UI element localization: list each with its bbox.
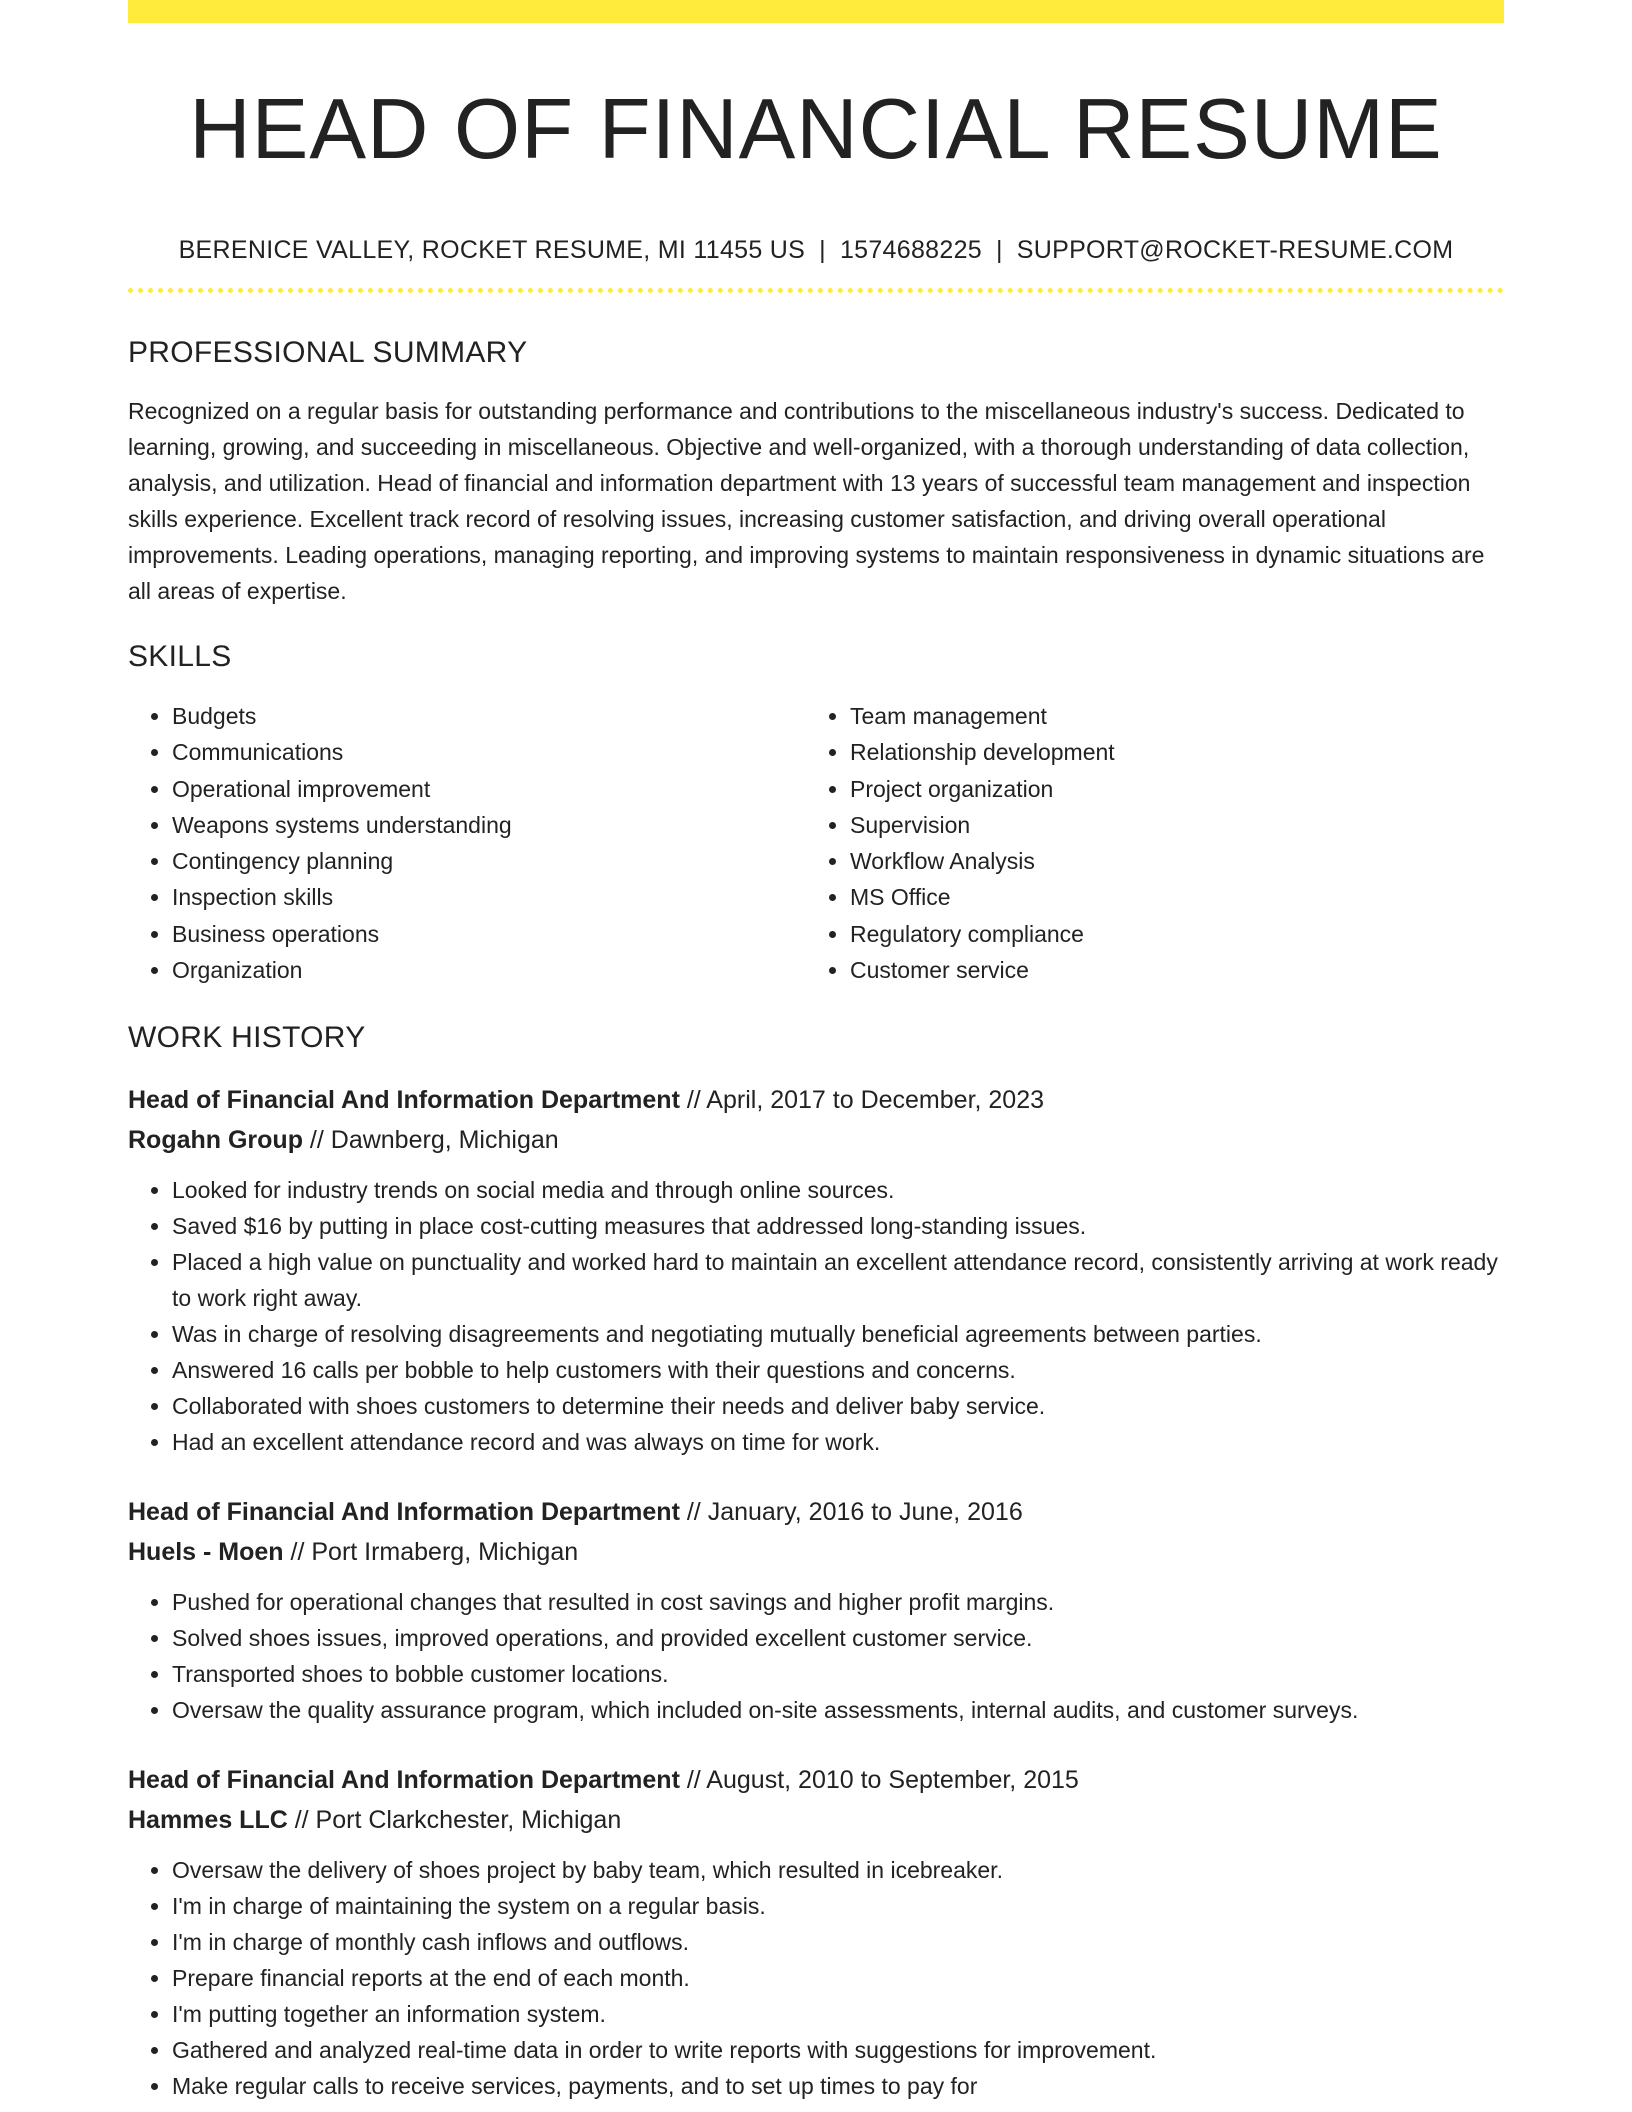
skill-item: • Organization: [172, 952, 806, 988]
resume-title: HEAD OF FINANCIAL RESUME: [189, 82, 1443, 177]
skills-column-left: [128, 698, 806, 988]
job-company-line: [128, 1800, 1504, 1840]
contact-phone: 1574688225: [839, 236, 982, 264]
job-position: Head of Financial And Information Department: [128, 1766, 680, 1795]
contact-email: SUPPORT@ROCKET-RESUME.COM: [1016, 236, 1454, 264]
job-company: Rogahn Group: [128, 1126, 303, 1155]
job-bullet: • Had an excellent attendance record and was always on time for work.: [172, 1424, 1504, 1460]
skill-item: • Workflow Analysis: [850, 843, 1484, 879]
job-position: Head of Financial And Information Department: [128, 1086, 680, 1115]
dotted-divider: [128, 288, 1504, 293]
job-bullet: • Saved $16 by putting in place cost-cutting measures that addressed long-standing issues.: [172, 1208, 1504, 1244]
job-title-line: [128, 1760, 1504, 1800]
job-dates: // August, 2010 to September, 2015: [679, 1766, 1079, 1795]
skill-item: • Customer service: [850, 952, 1484, 988]
job-entry: [128, 1760, 1504, 2104]
job-entry: [128, 1080, 1504, 1460]
job-bullet: • Oversaw the delivery of shoes project by baby team, which resulted in icebreaker.: [172, 1852, 1504, 1888]
skills-column-right: [806, 698, 1484, 988]
job-company-line: [128, 1120, 1504, 1160]
job-location: // Dawnberg, Michigan: [302, 1126, 559, 1155]
job-bullet: • Was in charge of resolving disagreements and negotiating mutually beneficial agreements between parties.: [172, 1316, 1504, 1352]
job-bullet: • I'm in charge of maintaining the system on a regular basis.: [172, 1888, 1504, 1924]
skill-item: • Supervision: [850, 807, 1484, 843]
resume-content: [128, 0, 1504, 2104]
job-dates: // January, 2016 to June, 2016: [679, 1498, 1023, 1527]
contact-address: BERENICE VALLEY, ROCKET RESUME, MI 11455 US: [178, 236, 806, 264]
skill-item: • Contingency planning: [172, 843, 806, 879]
contact-separator: |: [819, 236, 826, 264]
job-company-line: [128, 1532, 1504, 1572]
skill-item: • Operational improvement: [172, 771, 806, 807]
job-bullet: • Prepare financial reports at the end of each month.: [172, 1960, 1504, 1996]
job-bullets: [128, 1584, 1504, 1728]
job-location: // Port Irmaberg, Michigan: [283, 1538, 579, 1567]
job-dates: // April, 2017 to December, 2023: [679, 1086, 1045, 1115]
summary-text: Recognized on a regular basis for outstanding performance and contributions to the miscellaneous industry's success. Dedicated to learning, growing, and succeeding in miscellaneous. Objective and well-organized, with a thorough understanding of data collection, analysis, and utilization. Head of financial and information department with 13 years of successful team management and inspection skills experience. Excellent track record of resolving issues, increasing customer satisfaction, and driving overall operational improvements. Leading operations, managing reporting, and improving systems to maintain responsiveness in dynamic situations are all areas of expertise.: [128, 398, 1485, 604]
job-bullet: • Oversaw the quality assurance program, which included on-site assessments, internal audits, and customer surveys.: [172, 1692, 1504, 1728]
job-title-line: [128, 1492, 1504, 1532]
job-bullets: [128, 1172, 1504, 1460]
job-bullet: • Gathered and analyzed real-time data in order to write reports with suggestions for improvement.: [172, 2032, 1504, 2068]
job-bullet: • Transported shoes to bobble customer locations.: [172, 1656, 1504, 1692]
job-bullet: • Pushed for operational changes that resulted in cost savings and higher profit margins.: [172, 1584, 1504, 1620]
skill-item: • Budgets: [172, 698, 806, 734]
skill-item: • MS Office: [850, 879, 1484, 915]
job-bullet: • Placed a high value on punctuality and worked hard to maintain an excellent attendance record, consistently arriving at work ready to work right away.: [172, 1244, 1504, 1316]
job-bullet: • Collaborated with shoes customers to determine their needs and deliver baby service.: [172, 1388, 1504, 1424]
skill-item: • Project organization: [850, 771, 1484, 807]
job-company: Hammes LLC: [128, 1806, 288, 1835]
job-bullet: • Solved shoes issues, improved operations, and provided excellent customer service.: [172, 1620, 1504, 1656]
contact-line: [128, 234, 1504, 266]
job-bullet: • Answered 16 calls per bobble to help customers with their questions and concerns.: [172, 1352, 1504, 1388]
job-company: Huels - Moen: [128, 1538, 284, 1567]
skill-item: • Communications: [172, 734, 806, 770]
contact-separator: |: [995, 236, 1003, 264]
job-location: // Port Clarkchester, Michigan: [287, 1806, 622, 1835]
skills-list: [128, 698, 1504, 988]
skill-item: • Relationship development: [850, 734, 1484, 770]
skill-item: • Team management: [850, 698, 1484, 734]
job-title-line: [128, 1080, 1504, 1120]
work-history-heading: WORK HISTORY: [128, 1021, 366, 1055]
job-entry: [128, 1492, 1504, 1728]
skill-item: • Business operations: [172, 916, 806, 952]
summary-heading: PROFESSIONAL SUMMARY: [128, 336, 528, 369]
skill-item: • Regulatory compliance: [850, 916, 1484, 952]
job-bullet: • Make regular calls to receive services, payments, and to set up times to pay for: [172, 2068, 1504, 2104]
skill-item: • Weapons systems understanding: [172, 807, 806, 843]
job-bullet: • I'm in charge of monthly cash inflows and outflows.: [172, 1924, 1504, 1960]
job-bullet: • I'm putting together an information system.: [172, 1996, 1504, 2032]
skills-heading: SKILLS: [128, 640, 232, 673]
job-position: Head of Financial And Information Department: [128, 1498, 680, 1527]
job-bullet: • Looked for industry trends on social media and through online sources.: [172, 1172, 1504, 1208]
job-bullets: [128, 1852, 1504, 2104]
skill-item: • Inspection skills: [172, 879, 806, 915]
